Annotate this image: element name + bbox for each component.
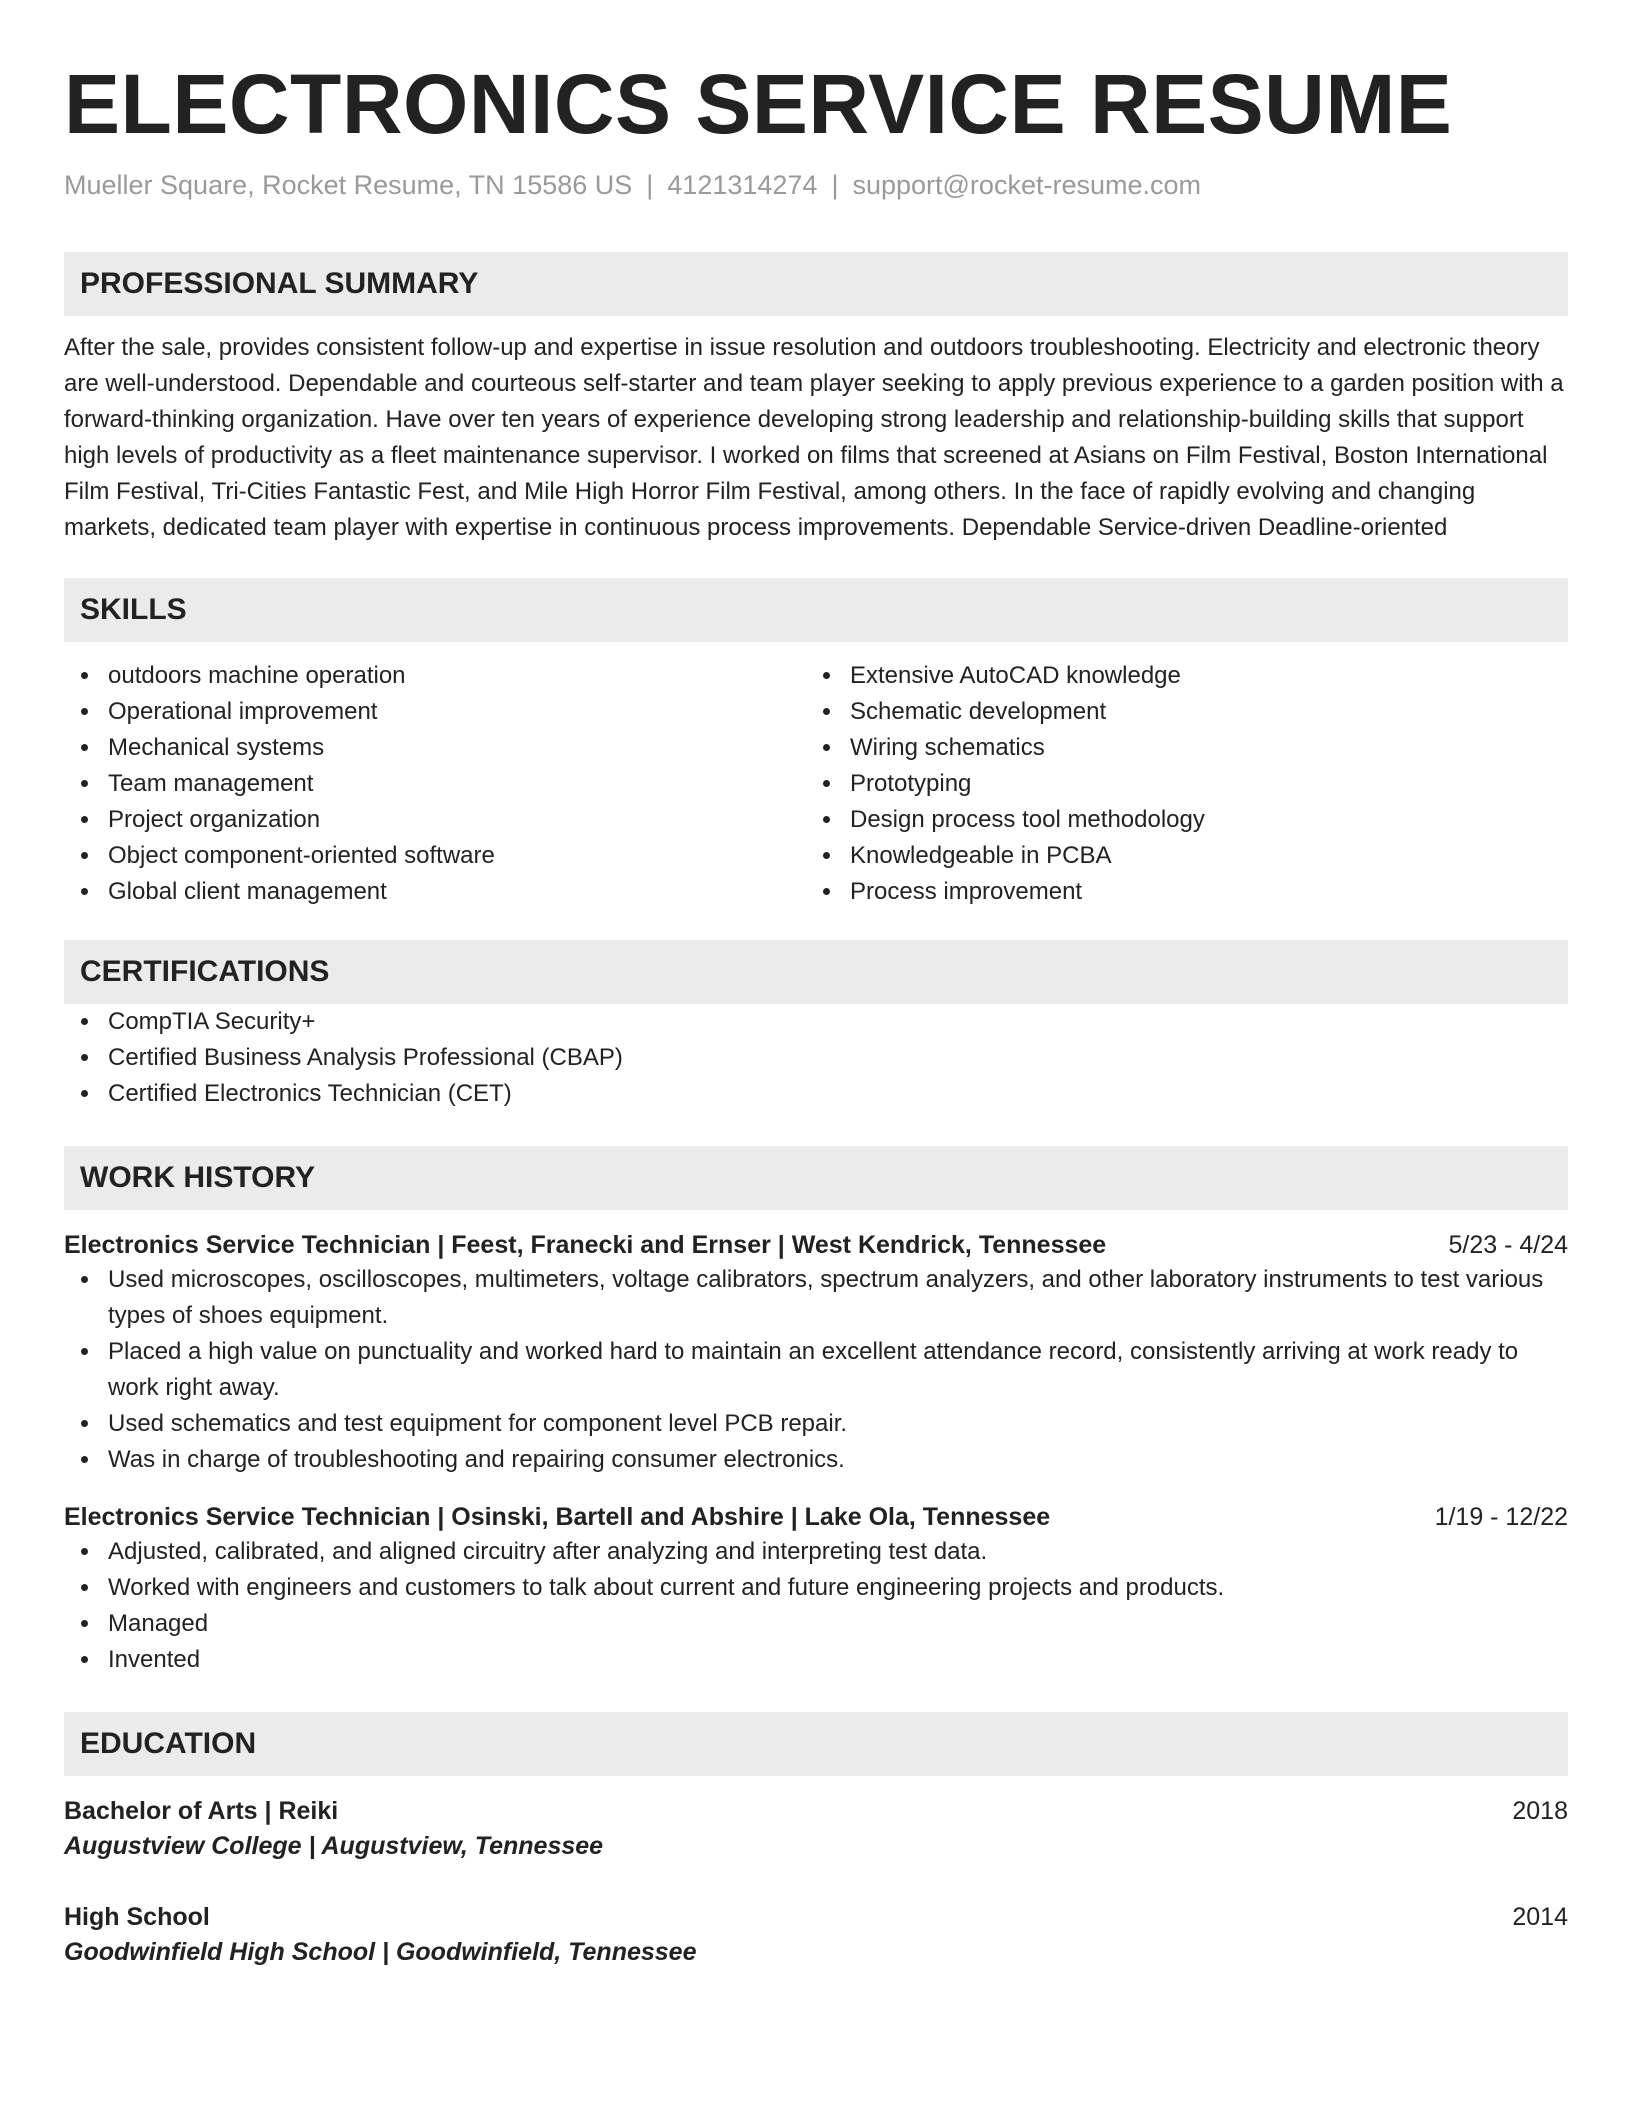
skill-item: Knowledgeable in PCBA xyxy=(806,838,1548,874)
certifications-list xyxy=(64,1004,1568,1112)
education-header xyxy=(64,1794,1568,1828)
job-bullet: Worked with engineers and customers to talk about current and future engineering projects and products. xyxy=(64,1570,1568,1606)
education-school: Augustview College | Augustview, Tennessee xyxy=(64,1832,604,1860)
skill-item: Object component-oriented software xyxy=(64,838,806,874)
education-degree: Bachelor of Arts | Reiki xyxy=(64,1797,339,1825)
skill-item: Extensive AutoCAD knowledge xyxy=(806,658,1548,694)
skill-item: Mechanical systems xyxy=(64,730,806,766)
contact-address: Mueller Square, Rocket Resume, TN 15586 US xyxy=(64,170,633,200)
skill-item: Process improvement xyxy=(806,874,1548,910)
job-header xyxy=(64,1228,1568,1262)
education-year: 2018 xyxy=(1512,1797,1568,1825)
section-header-certifications: CERTIFICATIONS xyxy=(64,940,1568,1004)
skill-item: Project organization xyxy=(64,802,806,838)
job-bullet: Used schematics and test equipment for component level PCB repair. xyxy=(64,1406,1568,1442)
job-dates: 5/23 - 4/24 xyxy=(1448,1231,1568,1259)
contact-email: support@rocket-resume.com xyxy=(852,170,1201,200)
job-bullet: Adjusted, calibrated, and aligned circuitry after analyzing and interpreting test data. xyxy=(64,1534,1568,1570)
contact-phone: 4121314274 xyxy=(667,170,818,200)
skills-list-right xyxy=(806,658,1548,910)
section-header-education: EDUCATION xyxy=(64,1712,1568,1776)
job-bullet: Invented xyxy=(64,1642,1568,1678)
education-header xyxy=(64,1900,1568,1934)
education-school: Goodwinfield High School | Goodwinfield, Tennessee xyxy=(64,1938,697,1966)
job-bullet: Used microscopes, oscilloscopes, multimeters, voltage calibrators, spectrum analyzers, and other laboratory instruments to test various types of shoes equipment. xyxy=(64,1262,1568,1334)
job-bullet: Placed a high value on punctuality and worked hard to maintain an excellent attendance record, consistently arriving at work ready to work right away. xyxy=(64,1334,1568,1406)
education-degree: High School xyxy=(64,1903,210,1931)
job-entry xyxy=(64,1500,1568,1678)
skill-item: Operational improvement xyxy=(64,694,806,730)
skill-item: Global client management xyxy=(64,874,806,910)
resume-title: ELECTRONICS SERVICE RESUME xyxy=(64,57,1453,151)
job-bullet: Managed xyxy=(64,1606,1568,1642)
education-year: 2014 xyxy=(1512,1903,1568,1931)
skill-item: Design process tool methodology xyxy=(806,802,1548,838)
job-bullets xyxy=(64,1534,1568,1678)
section-header-skills: SKILLS xyxy=(64,578,1568,642)
job-header xyxy=(64,1500,1568,1534)
contact-line xyxy=(64,168,1568,202)
job-dates: 1/19 - 12/22 xyxy=(1434,1503,1568,1531)
skills-grid xyxy=(64,658,1568,910)
skill-item: Team management xyxy=(64,766,806,802)
skill-item: Prototyping xyxy=(806,766,1548,802)
certification-item: CompTIA Security+ xyxy=(64,1004,1568,1040)
skill-item: outdoors machine operation xyxy=(64,658,806,694)
job-bullet: Was in charge of troubleshooting and repairing consumer electronics. xyxy=(64,1442,1568,1478)
education-entry xyxy=(64,1794,1568,1864)
job-title: Electronics Service Technician | Feest, Franecki and Ernser | West Kendrick, Tennessee xyxy=(64,1231,1107,1259)
resume-content xyxy=(64,56,1568,1970)
education-entry xyxy=(64,1900,1568,1970)
certification-item: Certified Electronics Technician (CET) xyxy=(64,1076,1568,1112)
contact-separator: | xyxy=(646,170,654,200)
skills-list-left xyxy=(64,658,806,910)
certification-item: Certified Business Analysis Professional (CBAP) xyxy=(64,1040,1568,1076)
job-bullets xyxy=(64,1262,1568,1478)
job-title: Electronics Service Technician | Osinski, Bartell and Abshire | Lake Ola, Tennessee xyxy=(64,1503,1051,1531)
summary-text: After the sale, provides consistent follow-up and expertise in issue resolution and outdoors troubleshooting. Electricity and electronic theory are well-understood. Dependable and courteous self-starter and team player seeking to apply previous experience to a garden position with a forward-thinking organization. Have over ten years of experience developing strong leadership and relationship-building skills that support high levels of productivity as a fleet maintenance supervisor. I worked on films that screened at Asians on Film Festival, Boston International Film Festival, Tri-Cities Fantastic Fest, and Mile High Horror Film Festival, among others. In the face of rapidly evolving and changing markets, dedicated team player with expertise in continuous process improvements. Dependable Service-driven Deadline-oriented xyxy=(64,334,1564,541)
skill-item: Schematic development xyxy=(806,694,1548,730)
section-header-work-history: WORK HISTORY xyxy=(64,1146,1568,1210)
section-header-summary: PROFESSIONAL SUMMARY xyxy=(64,252,1568,316)
contact-separator: | xyxy=(831,170,839,200)
job-entry xyxy=(64,1228,1568,1478)
skill-item: Wiring schematics xyxy=(806,730,1548,766)
